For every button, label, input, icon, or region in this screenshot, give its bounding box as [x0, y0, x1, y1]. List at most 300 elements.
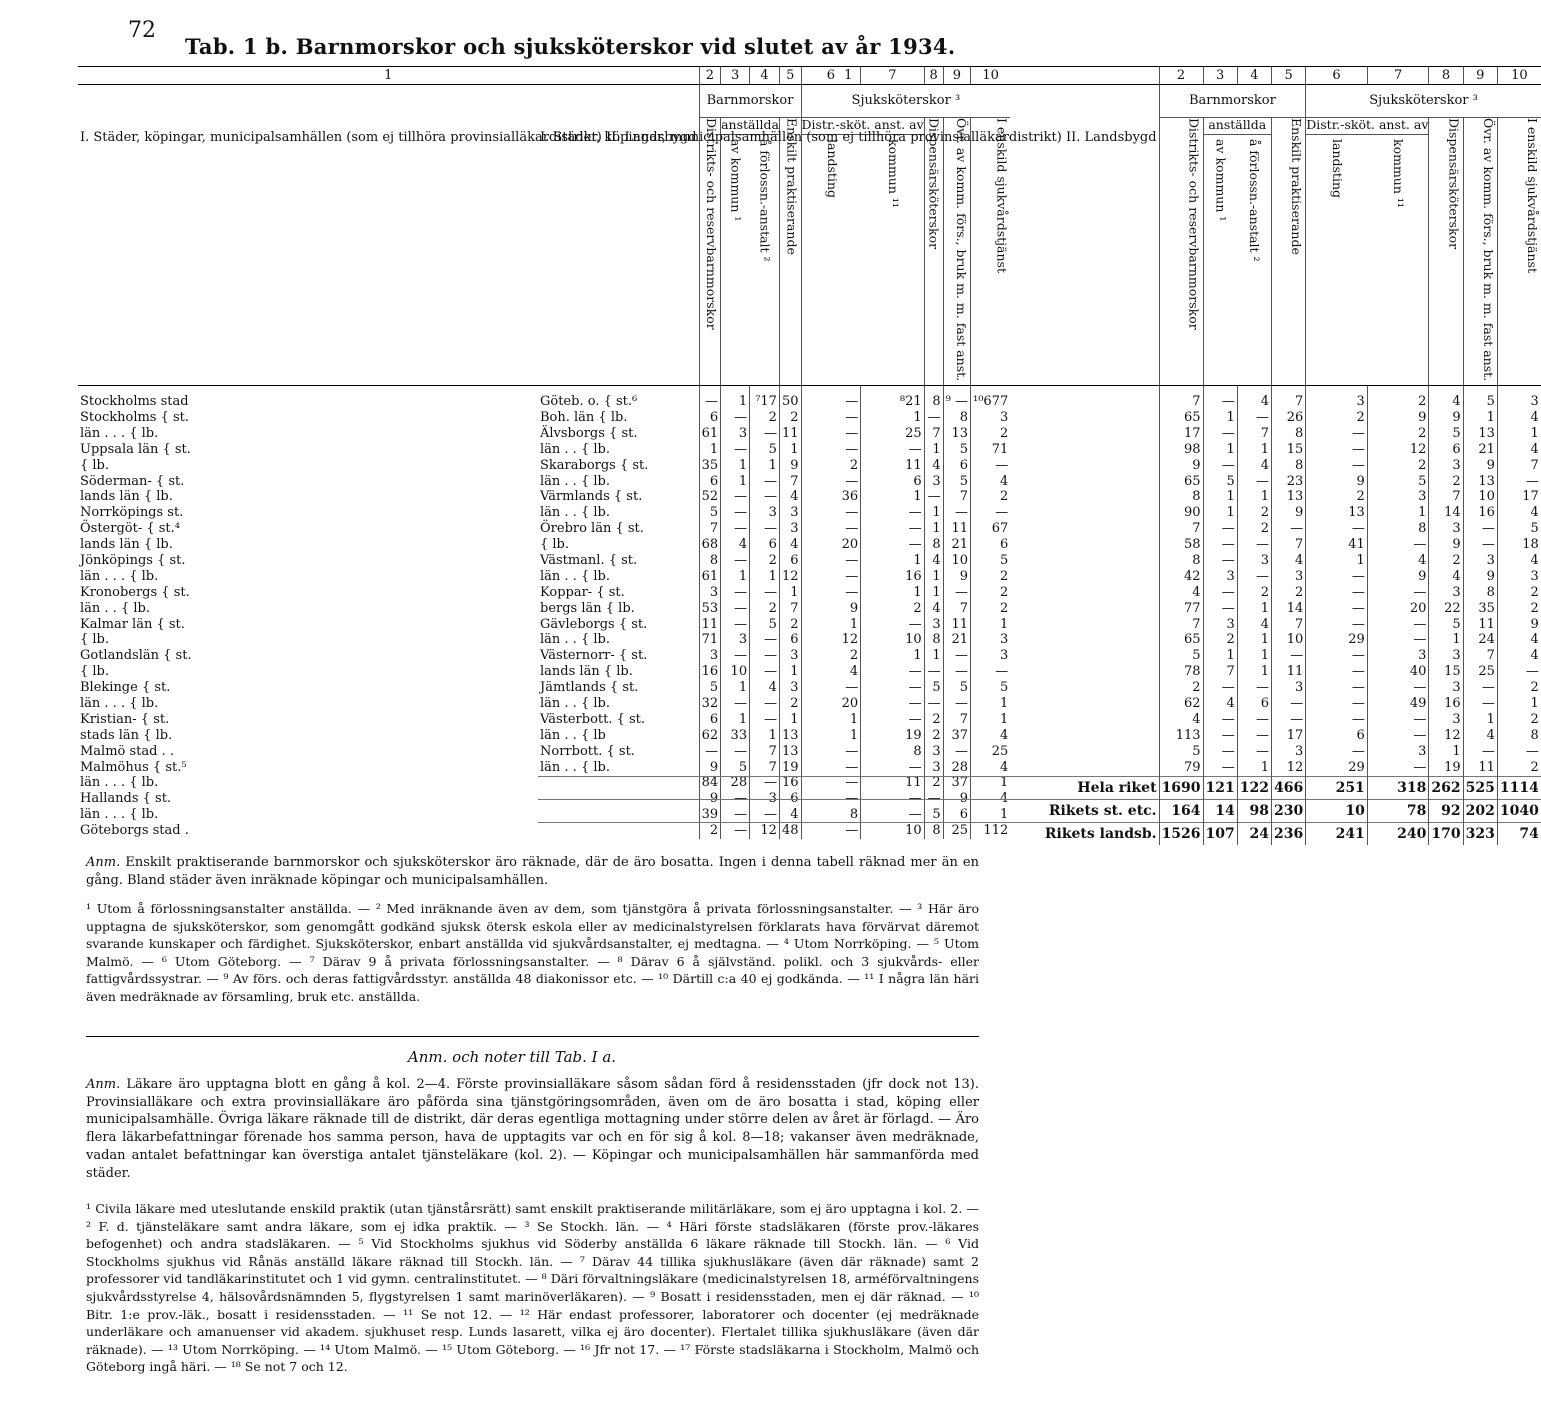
row-label: län . . { lb. — [80, 600, 150, 616]
cell: 262 — [1429, 776, 1463, 799]
cell: — — [1237, 744, 1271, 760]
cell: 1 — [971, 617, 1011, 633]
cell: 3 — [971, 410, 1011, 426]
cell: 5 — [699, 505, 721, 521]
cell: — — [699, 386, 721, 410]
cell: 1 — [801, 712, 861, 728]
cell: 4 — [1237, 617, 1271, 633]
cell: 42 — [1159, 569, 1203, 585]
cell: 2 — [750, 553, 780, 569]
cell: — — [1463, 696, 1497, 712]
cell: 4 — [1497, 633, 1540, 649]
group-barnmorskor: Barnmorskor — [1159, 85, 1306, 118]
cell: — — [1306, 426, 1368, 442]
cell: 5 — [943, 474, 970, 490]
cell: 16 — [1463, 505, 1497, 521]
cell: 4 — [1497, 505, 1540, 521]
cell: — — [1306, 521, 1368, 537]
cell: 4 — [779, 490, 801, 506]
cell: 1 — [924, 505, 943, 521]
cell: — — [1306, 569, 1368, 585]
row-label: { lb. — [540, 537, 570, 553]
anm-text: Läkare äro upptagna blott en gång å kol. 2—4. Förste provinsialläkare såsom sådan förd å residensstaden (jfr dock not 13). Provinsialläkare och extra provinsialläkare äro påförda sina tjänstgöringsområden, även om de äro bosatta i stad, köping eller municipalsamhälle. Övriga läkare räknade till de distrikt, där deras egentliga mottagning under större delen av året är förlagd. — Äro flera läkarbefattningar förenade hos samma person, hava de upptagits var och en för sig å kol. 8—18; vakanser även medräknade, vadan antalet befattningar kan överstiga antalet tjänsteläkare (kol. 2). — Köpingar och municipalsamhällen här sammanförda med städer. — [86, 1077, 979, 1181]
cell: 6 — [750, 537, 780, 553]
cell: — — [1367, 712, 1429, 728]
cell: — — [1306, 442, 1368, 458]
cell: 5 — [943, 442, 970, 458]
row-label: Malmö stad . . — [80, 743, 175, 759]
row-label: län . . . { lb. — [80, 568, 159, 584]
cell: — — [971, 458, 1011, 474]
cell: — — [943, 505, 970, 521]
cell: 1040 — [1497, 799, 1540, 822]
cell: 2 — [861, 601, 924, 617]
cell: 4 — [721, 537, 750, 553]
cell: — — [861, 791, 924, 807]
cell: 11 — [861, 458, 924, 474]
row-label: län . . { lb. — [540, 505, 610, 521]
row-label: Hallands { st. — [80, 791, 172, 807]
cell: — — [1203, 601, 1237, 617]
cell: 2 — [801, 648, 861, 664]
group-sjukskoterskor: Sjuksköterskor ³ — [801, 85, 1010, 118]
cell: — — [750, 776, 780, 792]
cell: — — [1272, 696, 1306, 712]
cell: — — [1203, 458, 1237, 474]
cell: 5 — [1429, 426, 1463, 442]
cell: — — [943, 696, 970, 712]
cell: 1 — [1463, 410, 1497, 426]
cell: 49 — [1367, 696, 1429, 712]
cell: 6 — [699, 474, 721, 490]
cell: 1 — [861, 585, 924, 601]
subheading: Anm. och noter till Tab. I a. — [407, 1048, 617, 1066]
cell: — — [1306, 696, 1368, 712]
cell: — — [1306, 712, 1368, 728]
cell: — — [1237, 680, 1271, 696]
cell: — — [801, 776, 861, 792]
row-label: Skaraborgs { st. — [540, 457, 649, 473]
cell: 2 — [699, 823, 721, 839]
cell: 1 — [1237, 442, 1271, 458]
row-label: stads län { lb. — [80, 727, 173, 743]
cell: 19 — [1429, 760, 1463, 776]
cell: 10 — [721, 664, 750, 680]
row-label: Rikets st. etc. — [538, 799, 1159, 822]
cell: 90 — [1159, 505, 1203, 521]
cell: 3 — [1429, 585, 1463, 601]
cell: — — [1237, 410, 1271, 426]
cell: 1 — [1429, 744, 1463, 760]
cell: — — [1367, 617, 1429, 633]
row-label: lands län { lb. — [80, 489, 173, 505]
cell: 2 — [779, 617, 801, 633]
header-dispensar: Dispensärsköterskor — [926, 118, 942, 250]
table-row — [538, 633, 1541, 649]
cell: — — [1272, 648, 1306, 664]
cell: 1 — [924, 521, 943, 537]
cell: 8 — [924, 633, 943, 649]
cell: 2 — [1237, 585, 1271, 601]
cell: 35 — [1463, 601, 1497, 617]
cell: — — [1463, 680, 1497, 696]
cell: 4 — [750, 680, 780, 696]
cell: 9 — [1429, 537, 1463, 553]
cell: — — [861, 442, 924, 458]
anm-label: Anm. — [86, 1077, 121, 1092]
cell: — — [1367, 585, 1429, 601]
cell: 6 — [971, 537, 1011, 553]
cell: 12 — [750, 823, 780, 839]
cell: 4 — [924, 458, 943, 474]
cell: 11 — [943, 521, 970, 537]
cell: 28 — [721, 776, 750, 792]
row-label: Göteborgs stad . — [80, 823, 189, 839]
cell: 1 — [924, 569, 943, 585]
cell: 12 — [1429, 728, 1463, 744]
cell: 318 — [1367, 776, 1429, 799]
cell: 3 — [971, 633, 1011, 649]
cell: — — [1203, 585, 1237, 601]
cell: — — [1203, 680, 1237, 696]
cell: 74 — [1497, 822, 1540, 845]
cell: 2 — [1237, 521, 1271, 537]
group-header-row — [538, 85, 1541, 118]
cell: 16 — [699, 664, 721, 680]
row-label: bergs län { lb. — [540, 600, 635, 616]
cell: 251 — [1306, 776, 1368, 799]
cell: — — [1367, 760, 1429, 776]
cell: — — [1203, 728, 1237, 744]
header-landsting: landsting — [825, 139, 841, 198]
row-label: Kristian- { st. — [80, 711, 170, 727]
cell: 6 — [699, 712, 721, 728]
cell: 6 — [861, 474, 924, 490]
cell: — — [1306, 585, 1368, 601]
cell: — — [924, 664, 943, 680]
cell: 1 — [1429, 633, 1463, 649]
cell: 13 — [1272, 490, 1306, 506]
cell: 10 — [1272, 633, 1306, 649]
cell: 7 — [1237, 426, 1271, 442]
cell: 13 — [1306, 505, 1368, 521]
cell: — — [1463, 744, 1497, 760]
col-num: 4 — [1237, 67, 1271, 85]
cell: — — [1367, 728, 1429, 744]
cell: 2 — [1272, 585, 1306, 601]
cell: 50 — [779, 386, 801, 410]
cell: 1 — [801, 617, 861, 633]
cell: — — [801, 760, 861, 776]
cell: — — [721, 696, 750, 712]
table-row — [538, 744, 1541, 760]
row-label: Gävleborgs { st. — [540, 616, 648, 632]
cell: 6 — [779, 791, 801, 807]
cell: 1 — [861, 490, 924, 506]
column-header-row — [538, 118, 1541, 386]
cell: 4 — [1497, 553, 1540, 569]
cell: 37 — [943, 776, 970, 792]
cell: 3 — [1367, 490, 1429, 506]
section-divider — [86, 1036, 979, 1037]
cell: 4 — [1203, 696, 1237, 712]
header-distr-skot: Distr.-sköt. anst. av — [801, 117, 924, 132]
cell: — — [1203, 744, 1237, 760]
cell: 36 — [801, 490, 861, 506]
cell: 202 — [1463, 799, 1497, 822]
cell: 1 — [1306, 553, 1368, 569]
cell: 525 — [1463, 776, 1497, 799]
cell: — — [1203, 760, 1237, 776]
cell: — — [721, 442, 750, 458]
cell: 9 — [801, 601, 861, 617]
cell: 6 — [1237, 696, 1271, 712]
cell: 3 — [699, 648, 721, 664]
col-num: 3 — [721, 67, 750, 85]
cell: 3 — [1429, 521, 1463, 537]
cell: 65 — [1159, 410, 1203, 426]
page-number: 72 — [128, 18, 156, 43]
cell: 6 — [779, 553, 801, 569]
cell: 13 — [779, 728, 801, 744]
cell: 4 — [1429, 569, 1463, 585]
table-row — [538, 474, 1541, 490]
cell: 12 — [779, 569, 801, 585]
cell: — — [861, 664, 924, 680]
cell: 3 — [1497, 386, 1540, 410]
col-num: 6 — [801, 67, 861, 85]
group-barnmorskor: Barnmorskor — [699, 85, 801, 118]
cell: — — [750, 474, 780, 490]
cell: 4 — [971, 728, 1011, 744]
cell: 21 — [1463, 442, 1497, 458]
cell: 121 — [1203, 776, 1237, 799]
cell: — — [924, 696, 943, 712]
cell: — — [971, 664, 1011, 680]
cell: 10 — [1306, 799, 1368, 822]
cell: 2 — [1203, 633, 1237, 649]
cell: 2 — [801, 458, 861, 474]
cell: 2 — [1367, 426, 1429, 442]
row-label: lands län { lb. — [80, 537, 173, 553]
cell: — — [750, 633, 780, 649]
cell: 9 — [699, 791, 721, 807]
cell: 29 — [1306, 760, 1368, 776]
cell: 77 — [1159, 601, 1203, 617]
col-num: 7 — [861, 67, 924, 85]
cell: 20 — [801, 537, 861, 553]
row-label: län . . { lb. — [540, 568, 610, 584]
right-table-body — [538, 386, 1541, 776]
table-row — [538, 442, 1541, 458]
cell: — — [1203, 712, 1237, 728]
cell: 466 — [1272, 776, 1306, 799]
cell: 15 — [1272, 442, 1306, 458]
cell: 7 — [1203, 664, 1237, 680]
cell: — — [801, 585, 861, 601]
cell: — — [750, 712, 780, 728]
cell: 7 — [779, 601, 801, 617]
cell: 24 — [1237, 822, 1271, 845]
cell: 1 — [1237, 601, 1271, 617]
cell: 18 — [1497, 537, 1540, 553]
cell: 3 — [1429, 712, 1463, 728]
cell: 8 — [699, 553, 721, 569]
cell: 5 — [721, 760, 750, 776]
cell: 14 — [1429, 505, 1463, 521]
row-label: { lb. — [80, 632, 110, 648]
cell: 12 — [1367, 442, 1429, 458]
header-distrikts: Distrikts- och reservbarnmorskor — [704, 118, 720, 330]
header-forlossn: å förlossn.-anstalt ² — [757, 139, 773, 262]
cell: 9 — [1272, 505, 1306, 521]
cell: 71 — [971, 442, 1011, 458]
col-num: 6 — [1306, 67, 1368, 85]
cell: 170 — [1429, 822, 1463, 845]
cell: — — [721, 505, 750, 521]
cell: 28 — [943, 760, 970, 776]
cell: 4 — [971, 791, 1011, 807]
cell: 3 — [1497, 569, 1540, 585]
col-num: 2 — [699, 67, 721, 85]
cell: 1526 — [1159, 822, 1203, 845]
col-num: 10 — [1497, 67, 1540, 85]
cell: 3 — [924, 760, 943, 776]
cell: — — [750, 585, 780, 601]
cell: 2 — [1306, 410, 1368, 426]
cell: 4 — [924, 553, 943, 569]
cell: 236 — [1272, 822, 1306, 845]
cell: — — [750, 426, 780, 442]
col-num: 9 — [1463, 67, 1497, 85]
row-label: Östergöt- { st.⁴ — [80, 521, 181, 537]
cell: 2 — [750, 601, 780, 617]
cell: — — [721, 585, 750, 601]
cell: 32 — [699, 696, 721, 712]
cell: — — [750, 521, 780, 537]
cell: 17 — [1497, 490, 1540, 506]
row-label: Koppar- { st. — [540, 584, 625, 600]
header-anstallda: anställda — [721, 117, 779, 132]
cell: 122 — [1237, 776, 1271, 799]
cell: 1 — [721, 712, 750, 728]
cell: 3 — [721, 633, 750, 649]
row-label: Jämtlands { st. — [540, 680, 639, 696]
cell: 1 — [924, 648, 943, 664]
cell: 7 — [1463, 648, 1497, 664]
cell: 9 — [1429, 410, 1463, 426]
cell: 1 — [721, 386, 750, 410]
cell: 7 — [1159, 386, 1203, 410]
cell: — — [1463, 521, 1497, 537]
cell: — — [1497, 664, 1540, 680]
header-landsting: landsting — [1329, 139, 1345, 198]
cell: 8 — [924, 537, 943, 553]
cell: 11 — [1463, 617, 1497, 633]
totals-row — [538, 776, 1541, 799]
row-label: Stockholms { st. — [80, 409, 190, 425]
row-label: län . . . { lb. — [80, 425, 159, 441]
anm-label: Anm. — [86, 855, 121, 870]
cell: — — [801, 823, 861, 839]
cell: — — [721, 807, 750, 823]
table-row — [538, 617, 1541, 633]
row-label: { lb. — [80, 664, 110, 680]
table-row — [538, 680, 1541, 696]
cell: 61 — [699, 569, 721, 585]
cell: 37 — [943, 728, 970, 744]
cell: 2 — [779, 696, 801, 712]
cell: 16 — [861, 569, 924, 585]
cell: 5 — [1497, 521, 1540, 537]
table-row — [538, 386, 1541, 410]
cell: 4 — [801, 664, 861, 680]
column-numbers-row — [538, 67, 1541, 85]
cell: — — [721, 601, 750, 617]
header-kommun-11: kommun ¹¹ — [1390, 139, 1406, 208]
cell: — — [943, 585, 970, 601]
row-label: lands län { lb. — [540, 664, 633, 680]
cell: 7 — [1272, 617, 1306, 633]
cell: 3 — [924, 744, 943, 760]
cell: — — [801, 386, 861, 410]
cell: 5 — [1429, 617, 1463, 633]
cell: 41 — [1306, 537, 1368, 553]
cell: — — [801, 442, 861, 458]
cell: 9 — [1497, 617, 1540, 633]
table-row — [538, 728, 1541, 744]
cell: 3 — [779, 648, 801, 664]
cell: 1 — [750, 728, 780, 744]
cell: 78 — [1367, 799, 1429, 822]
cell: 5 — [1463, 386, 1497, 410]
cell: 25 — [971, 744, 1011, 760]
cell: 1 — [861, 553, 924, 569]
row-label: Jönköpings { st. — [80, 553, 186, 568]
cell: 1 — [971, 807, 1011, 823]
header-forlossn: å förlossn.-anstalt ² — [1247, 139, 1263, 262]
cell: 10 — [861, 823, 924, 839]
col-num: 4 — [750, 67, 780, 85]
cell: — — [721, 648, 750, 664]
cell: 5 — [971, 680, 1011, 696]
cell: 19 — [861, 728, 924, 744]
group-sjukskoterskor: Sjuksköterskor ³ — [1306, 85, 1541, 118]
cell: 1 — [1497, 426, 1540, 442]
cell: — — [861, 712, 924, 728]
cell: 6 — [943, 807, 970, 823]
cell: 2 — [1497, 760, 1540, 776]
cell: 29 — [1306, 633, 1368, 649]
cell: 7 — [779, 474, 801, 490]
cell: 12 — [801, 633, 861, 649]
cell: 3 — [779, 680, 801, 696]
table-row — [538, 601, 1541, 617]
cell: 4 — [971, 760, 1011, 776]
cell: 6 — [699, 410, 721, 426]
cell: 1114 — [1497, 776, 1540, 799]
cell: 1 — [924, 585, 943, 601]
cell: — — [801, 474, 861, 490]
cell: 7 — [943, 490, 970, 506]
header-ovr: Övr. av komm. förs., bruk m. m. fast anst. — [1480, 118, 1496, 382]
cell: 10 — [861, 633, 924, 649]
cell: 1 — [1237, 648, 1271, 664]
cell: 4 — [1159, 585, 1203, 601]
table-row — [538, 553, 1541, 569]
header-distrikts: Distrikts- och reservbarnmorskor — [1186, 118, 1202, 330]
cell: 65 — [1159, 474, 1203, 490]
